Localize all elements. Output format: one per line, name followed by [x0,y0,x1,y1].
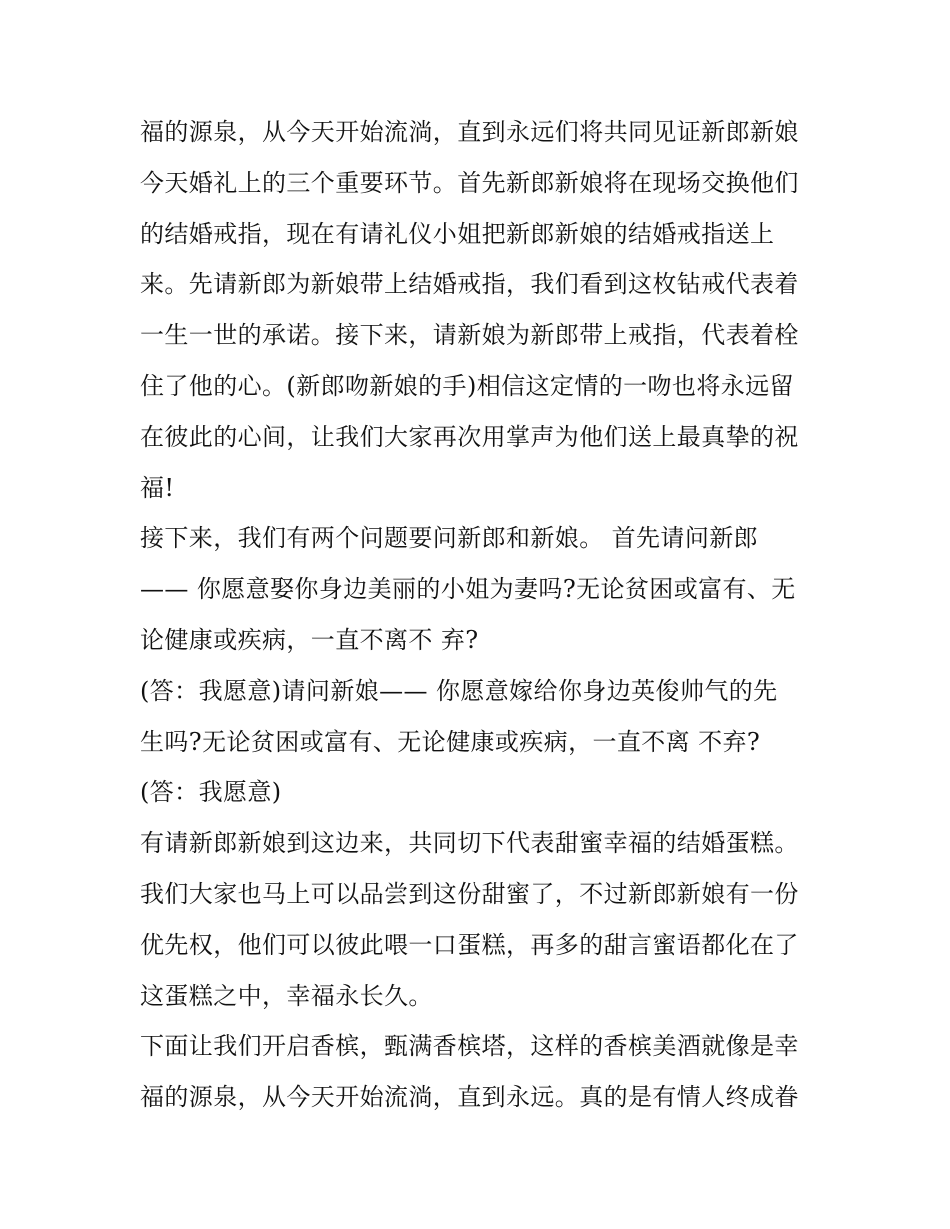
text-line-18: 这蛋糕之中，幸福永长久。 [140,981,433,1010]
text-line-16: 我们大家也马上可以品尝到这份甜蜜了，不过新郎新娘有一份 [140,879,799,908]
text-line-9: 接下来，我们有两个问题要问新郎和新娘。 首先请问新郎 [140,524,759,553]
text-line-6: 住了他的心。(新郎吻新娘的手)相信这定情的一吻也将永远留 [140,371,794,400]
text-line-20: 福的源泉，从今天开始流淌，直到永远。真的是有情人终成眷 [140,1083,799,1112]
text-line-10: —— 你愿意娶你身边美丽的小姐为妻吗?无论贫困或富有、无 [140,575,796,604]
text-line-15: 有请新郎新娘到这边来，共同切下代表甜蜜幸福的结婚蛋糕。 [140,829,799,858]
text-line-5: 一生一世的承诺。接下来，请新娘为新郎带上戒指，代表着栓 [140,321,799,350]
text-line-7: 在彼此的心间，让我们大家再次用掌声为他们送上最真挚的祝 [140,422,799,451]
text-line-8: 福! [140,473,175,502]
text-line-12: (答：我愿意)请问新娘—— 你愿意嫁给你身边英俊帅气的先 [140,676,778,705]
text-line-13: 生吗?无论贫困或富有、无论健康或疾病，一直不离 不弃? [140,727,761,756]
text-line-14: (答：我愿意) [140,778,282,807]
text-line-4: 来。先请新郎为新娘带上结婚戒指，我们看到这枚钻戒代表着 [140,270,799,299]
text-line-19: 下面让我们开启香槟，甄满香槟塔，这样的香槟美酒就像是幸 [140,1032,799,1061]
body-text [140,107,820,1123]
text-line-11: 论健康或疾病，一直不离不 弃? [140,625,479,654]
text-line-3: 的结婚戒指，现在有请礼仪小姐把新郎新娘的结婚戒指送上 [140,219,775,248]
text-line-1: 福的源泉，从今天开始流淌，直到永远们将共同见证新郎新娘 [140,118,799,146]
text-line-17: 优先权，他们可以彼此喂一口蛋糕，再多的甜言蜜语都化在了 [140,930,799,959]
text-line-2: 今天婚礼上的三个重要环节。首先新郎新娘将在现场交换他们 [140,168,799,197]
